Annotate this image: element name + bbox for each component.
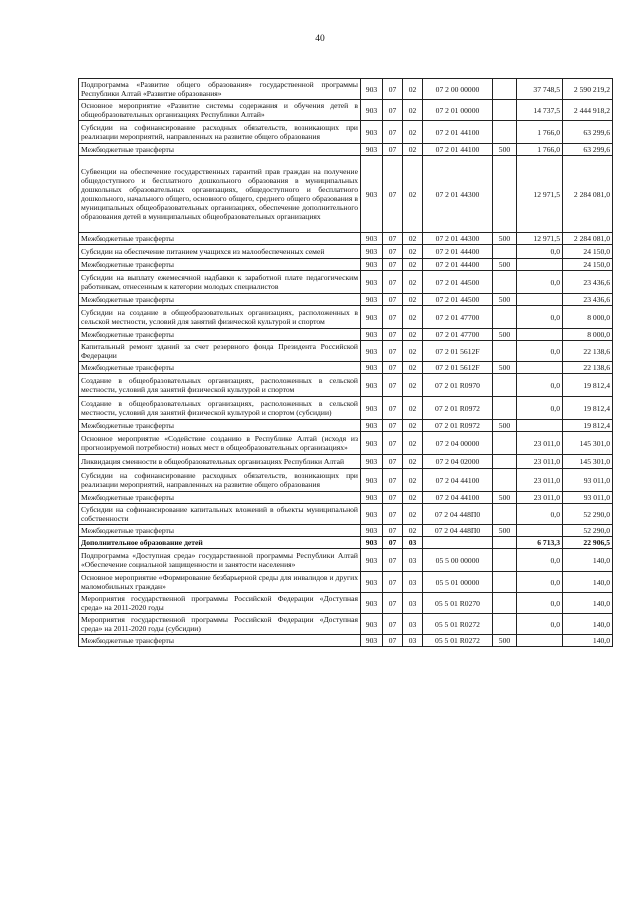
- expense-type-cell: 500: [493, 362, 517, 374]
- expense-type-cell: 500: [493, 144, 517, 156]
- ministry-code-cell: 903: [361, 341, 383, 362]
- ministry-code-cell: 903: [361, 420, 383, 432]
- amount-1-cell: 0,0: [517, 549, 563, 572]
- section-code-cell: 07: [383, 537, 403, 549]
- ministry-code-cell: 903: [361, 294, 383, 306]
- amount-2-cell: 140,0: [563, 572, 613, 593]
- ministry-code-cell: 903: [361, 635, 383, 647]
- amount-1-cell: 23 011,0: [517, 492, 563, 504]
- target-article-cell: 07 2 01 44400: [423, 259, 493, 271]
- ministry-code-cell: 903: [361, 144, 383, 156]
- row-name-cell: Межбюджетные трансферты: [79, 635, 361, 647]
- target-article-cell: 07 2 04 44100: [423, 492, 493, 504]
- subsection-code-cell: 03: [403, 537, 423, 549]
- subsection-code-cell: 03: [403, 635, 423, 647]
- section-code-cell: 07: [383, 504, 403, 525]
- expense-type-cell: [493, 504, 517, 525]
- section-code-cell: 07: [383, 572, 403, 593]
- expense-type-cell: [493, 614, 517, 635]
- table-row: [79, 341, 613, 362]
- subsection-code-cell: 02: [403, 329, 423, 341]
- expense-type-cell: [493, 593, 517, 614]
- subsection-code-cell: 02: [403, 156, 423, 233]
- amount-2-cell: 52 290,0: [563, 525, 613, 537]
- target-article-cell: 07 2 04 448П0: [423, 504, 493, 525]
- row-name-cell: Межбюджетные трансферты: [79, 294, 361, 306]
- amount-1-cell: 1 766,0: [517, 144, 563, 156]
- amount-1-cell: 14 737,5: [517, 100, 563, 121]
- section-code-cell: 07: [383, 341, 403, 362]
- amount-1-cell: [517, 525, 563, 537]
- amount-2-cell: 2 444 918,2: [563, 100, 613, 121]
- expense-type-cell: [493, 341, 517, 362]
- amount-1-cell: 0,0: [517, 341, 563, 362]
- amount-2-cell: 140,0: [563, 549, 613, 572]
- expense-type-cell: 500: [493, 233, 517, 245]
- section-code-cell: 07: [383, 259, 403, 271]
- subsection-code-cell: 02: [403, 492, 423, 504]
- ministry-code-cell: 903: [361, 492, 383, 504]
- amount-2-cell: 145 301,0: [563, 432, 613, 455]
- amount-2-cell: 23 436,6: [563, 294, 613, 306]
- row-name-cell: Основное мероприятие «Формирование безбарьерной среды для инвалидов и других маломобильных граждан»: [79, 572, 361, 593]
- ministry-code-cell: 903: [361, 306, 383, 329]
- ministry-code-cell: 903: [361, 469, 383, 492]
- table-row: [79, 374, 613, 397]
- expense-type-cell: 500: [493, 294, 517, 306]
- subsection-code-cell: 02: [403, 525, 423, 537]
- amount-1-cell: 23 011,0: [517, 469, 563, 492]
- amount-2-cell: 93 011,0: [563, 492, 613, 504]
- amount-1-cell: 12 971,5: [517, 156, 563, 233]
- target-article-cell: 07 2 01 00000: [423, 100, 493, 121]
- amount-1-cell: 6 713,3: [517, 537, 563, 549]
- table-row: [79, 121, 613, 144]
- target-article-cell: 07 2 01 44300: [423, 156, 493, 233]
- ministry-code-cell: 903: [361, 271, 383, 294]
- section-code-cell: 07: [383, 79, 403, 100]
- ministry-code-cell: 903: [361, 593, 383, 614]
- ministry-code-cell: 903: [361, 549, 383, 572]
- subsection-code-cell: 02: [403, 455, 423, 469]
- table-row: [79, 259, 613, 271]
- ministry-code-cell: 903: [361, 525, 383, 537]
- subsection-code-cell: 02: [403, 374, 423, 397]
- subsection-code-cell: 02: [403, 420, 423, 432]
- expense-type-cell: [493, 100, 517, 121]
- table-row: [79, 504, 613, 525]
- target-article-cell: 05 5 01 R0272: [423, 635, 493, 647]
- amount-1-cell: 0,0: [517, 271, 563, 294]
- amount-1-cell: 23 011,0: [517, 432, 563, 455]
- section-code-cell: 07: [383, 469, 403, 492]
- target-article-cell: 07 2 01 44400: [423, 245, 493, 259]
- ministry-code-cell: 903: [361, 432, 383, 455]
- expense-type-cell: [493, 156, 517, 233]
- table-row: [79, 593, 613, 614]
- target-article-cell: 07 2 04 02000: [423, 455, 493, 469]
- table-row: [79, 525, 613, 537]
- amount-2-cell: 63 299,6: [563, 121, 613, 144]
- amount-2-cell: 145 301,0: [563, 455, 613, 469]
- row-name-cell: Межбюджетные трансферты: [79, 492, 361, 504]
- subsection-code-cell: 02: [403, 469, 423, 492]
- section-code-cell: 07: [383, 455, 403, 469]
- ministry-code-cell: 903: [361, 121, 383, 144]
- table-row: [79, 144, 613, 156]
- expense-type-cell: [493, 455, 517, 469]
- target-article-cell: [423, 537, 493, 549]
- subsection-code-cell: 03: [403, 572, 423, 593]
- table-row: [79, 432, 613, 455]
- section-code-cell: 07: [383, 121, 403, 144]
- ministry-code-cell: 903: [361, 537, 383, 549]
- ministry-code-cell: 903: [361, 233, 383, 245]
- table-row: [79, 362, 613, 374]
- subsection-code-cell: 02: [403, 294, 423, 306]
- table-row: [79, 635, 613, 647]
- expense-type-cell: [493, 121, 517, 144]
- table-body: [79, 79, 613, 647]
- amount-2-cell: 2 284 081,0: [563, 233, 613, 245]
- ministry-code-cell: 903: [361, 504, 383, 525]
- target-article-cell: 07 2 04 448П0: [423, 525, 493, 537]
- target-article-cell: 07 2 01 44100: [423, 144, 493, 156]
- expense-type-cell: 500: [493, 259, 517, 271]
- ministry-code-cell: 903: [361, 362, 383, 374]
- expense-type-cell: [493, 432, 517, 455]
- expense-type-cell: 500: [493, 525, 517, 537]
- target-article-cell: 05 5 01 00000: [423, 572, 493, 593]
- amount-2-cell: 19 812,4: [563, 420, 613, 432]
- amount-1-cell: [517, 329, 563, 341]
- table-row: [79, 397, 613, 420]
- subsection-code-cell: 02: [403, 362, 423, 374]
- amount-2-cell: 8 000,0: [563, 329, 613, 341]
- section-code-cell: 07: [383, 549, 403, 572]
- table-row: [79, 537, 613, 549]
- ministry-code-cell: 903: [361, 572, 383, 593]
- subsection-code-cell: 02: [403, 306, 423, 329]
- section-code-cell: 07: [383, 100, 403, 121]
- expense-type-cell: [493, 271, 517, 294]
- amount-2-cell: 140,0: [563, 593, 613, 614]
- table-row: [79, 294, 613, 306]
- amount-2-cell: 22 906,5: [563, 537, 613, 549]
- amount-1-cell: [517, 259, 563, 271]
- expense-type-cell: 500: [493, 329, 517, 341]
- amount-2-cell: 22 138,6: [563, 341, 613, 362]
- subsection-code-cell: 02: [403, 245, 423, 259]
- target-article-cell: 07 2 04 44100: [423, 469, 493, 492]
- row-name-cell: Капитальный ремонт зданий за счет резервного фонда Президента Российской Федерации: [79, 341, 361, 362]
- ministry-code-cell: 903: [361, 100, 383, 121]
- row-name-cell: Межбюджетные трансферты: [79, 362, 361, 374]
- subsection-code-cell: 02: [403, 504, 423, 525]
- page-number: 40: [315, 34, 325, 44]
- row-name-cell: Субсидии на софинансирование капитальных вложений в объекты муниципальной собственности: [79, 504, 361, 525]
- subsection-code-cell: 03: [403, 614, 423, 635]
- amount-2-cell: 19 812,4: [563, 374, 613, 397]
- section-code-cell: 07: [383, 245, 403, 259]
- expense-type-cell: [493, 469, 517, 492]
- amount-2-cell: 93 011,0: [563, 469, 613, 492]
- amount-2-cell: 22 138,6: [563, 362, 613, 374]
- row-name-cell: Субсидии на обеспечение питанием учащихся из малообеспеченных семей: [79, 245, 361, 259]
- section-code-cell: 07: [383, 593, 403, 614]
- amount-1-cell: [517, 635, 563, 647]
- amount-1-cell: 0,0: [517, 374, 563, 397]
- row-name-cell: Дополнительное образование детей: [79, 537, 361, 549]
- table-row: [79, 233, 613, 245]
- amount-1-cell: 0,0: [517, 306, 563, 329]
- row-name-cell: Субсидии на выплату ежемесячной надбавки к заработной плате педагогическим работникам, отнесенным к категории молодых специалистов: [79, 271, 361, 294]
- row-name-cell: Субсидии на софинансирование расходных обязательств, возникающих при реализации мероприятий, направленных на развитие общего образования: [79, 469, 361, 492]
- section-code-cell: 07: [383, 271, 403, 294]
- target-article-cell: 07 2 01 5612F: [423, 362, 493, 374]
- table-row: [79, 614, 613, 635]
- section-code-cell: 07: [383, 432, 403, 455]
- expense-type-cell: [493, 374, 517, 397]
- section-code-cell: 07: [383, 492, 403, 504]
- ministry-code-cell: 903: [361, 156, 383, 233]
- amount-1-cell: 23 011,0: [517, 455, 563, 469]
- subsection-code-cell: 02: [403, 121, 423, 144]
- table-row: [79, 549, 613, 572]
- expense-type-cell: [493, 549, 517, 572]
- row-name-cell: Субвенции на обеспечение государственных гарантий прав граждан на получение общедоступного и бесплатного дошкольного образования в муниципальных дошкольных образовательных организациях, общедоступного и бесплатного дошкольного, начального общего, основного общего, среднего общего образования в муниципальных общеобразовательных организациях, обеспечение дополнительного образования детей в муниципальных общеобразовательных организациях: [79, 156, 361, 233]
- amount-1-cell: 0,0: [517, 245, 563, 259]
- section-code-cell: 07: [383, 329, 403, 341]
- subsection-code-cell: 02: [403, 233, 423, 245]
- amount-1-cell: 0,0: [517, 397, 563, 420]
- ministry-code-cell: 903: [361, 614, 383, 635]
- row-name-cell: Межбюджетные трансферты: [79, 329, 361, 341]
- row-name-cell: Межбюджетные трансферты: [79, 233, 361, 245]
- section-code-cell: 07: [383, 420, 403, 432]
- target-article-cell: 07 2 01 44300: [423, 233, 493, 245]
- ministry-code-cell: 903: [361, 455, 383, 469]
- amount-1-cell: 1 766,0: [517, 121, 563, 144]
- row-name-cell: Основное мероприятие «Содействие созданию в Республике Алтай (исходя из прогнозируемой потребности) новых мест в общеобразовательных организациях»: [79, 432, 361, 455]
- table-row: [79, 100, 613, 121]
- expense-type-cell: 500: [493, 420, 517, 432]
- target-article-cell: 07 2 01 R0972: [423, 420, 493, 432]
- row-name-cell: Основное мероприятие «Развитие системы содержания и обучения детей в общеобразовательных организациях Республики Алтай»: [79, 100, 361, 121]
- table-row: [79, 492, 613, 504]
- row-name-cell: Субсидии на софинансирование расходных обязательств, возникающих при реализации мероприятий, направленных на развитие общего образования: [79, 121, 361, 144]
- amount-1-cell: [517, 362, 563, 374]
- amount-1-cell: 12 971,5: [517, 233, 563, 245]
- target-article-cell: 07 2 00 00000: [423, 79, 493, 100]
- target-article-cell: 05 5 01 R0270: [423, 593, 493, 614]
- subsection-code-cell: 03: [403, 549, 423, 572]
- section-code-cell: 07: [383, 156, 403, 233]
- expense-type-cell: [493, 245, 517, 259]
- target-article-cell: 07 2 01 44500: [423, 271, 493, 294]
- section-code-cell: 07: [383, 397, 403, 420]
- table-row: [79, 271, 613, 294]
- ministry-code-cell: 903: [361, 259, 383, 271]
- row-name-cell: Создание в общеобразовательных организациях, расположенных в сельской местности, условий для занятий физической культурой и спортом: [79, 374, 361, 397]
- table-row: [79, 455, 613, 469]
- expense-type-cell: [493, 537, 517, 549]
- section-code-cell: 07: [383, 374, 403, 397]
- expense-type-cell: [493, 397, 517, 420]
- subsection-code-cell: 02: [403, 100, 423, 121]
- amount-2-cell: 63 299,6: [563, 144, 613, 156]
- table-row: [79, 572, 613, 593]
- amount-2-cell: 140,0: [563, 635, 613, 647]
- row-name-cell: Субсидии на создание в общеобразовательных организациях, расположенных в сельской местности, условий для занятий физической культурой и спортом: [79, 306, 361, 329]
- amount-2-cell: 19 812,4: [563, 397, 613, 420]
- amount-1-cell: 0,0: [517, 614, 563, 635]
- amount-1-cell: [517, 420, 563, 432]
- row-name-cell: Межбюджетные трансферты: [79, 525, 361, 537]
- subsection-code-cell: 02: [403, 271, 423, 294]
- table-row: [79, 306, 613, 329]
- row-name-cell: Создание в общеобразовательных организациях, расположенных в сельской местности, условий для занятий физической культурой и спортом (субсидии): [79, 397, 361, 420]
- amount-1-cell: [517, 294, 563, 306]
- amount-2-cell: 2 590 219,2: [563, 79, 613, 100]
- section-code-cell: 07: [383, 525, 403, 537]
- subsection-code-cell: 02: [403, 144, 423, 156]
- subsection-code-cell: 03: [403, 593, 423, 614]
- target-article-cell: 07 2 01 5612F: [423, 341, 493, 362]
- section-code-cell: 07: [383, 635, 403, 647]
- table-row: [79, 156, 613, 233]
- table-row: [79, 420, 613, 432]
- section-code-cell: 07: [383, 306, 403, 329]
- target-article-cell: 07 2 01 R0972: [423, 397, 493, 420]
- ministry-code-cell: 903: [361, 329, 383, 341]
- target-article-cell: 07 2 01 44500: [423, 294, 493, 306]
- expense-type-cell: 500: [493, 492, 517, 504]
- amount-1-cell: 37 748,5: [517, 79, 563, 100]
- table-row: [79, 469, 613, 492]
- target-article-cell: 07 2 04 00000: [423, 432, 493, 455]
- amount-1-cell: 0,0: [517, 504, 563, 525]
- target-article-cell: 05 5 01 R0272: [423, 614, 493, 635]
- row-name-cell: Ликвидация сменности в общеобразовательных организациях Республики Алтай: [79, 455, 361, 469]
- budget-table: [78, 78, 613, 647]
- amount-2-cell: 8 000,0: [563, 306, 613, 329]
- table-row: [79, 245, 613, 259]
- subsection-code-cell: 02: [403, 79, 423, 100]
- amount-2-cell: 23 436,6: [563, 271, 613, 294]
- ministry-code-cell: 903: [361, 245, 383, 259]
- row-name-cell: Мероприятия государственной программы Российской Федерации «Доступная среда» на 2011-2020 годы (субсидии): [79, 614, 361, 635]
- section-code-cell: 07: [383, 144, 403, 156]
- expense-type-cell: [493, 572, 517, 593]
- subsection-code-cell: 02: [403, 432, 423, 455]
- expense-type-cell: [493, 306, 517, 329]
- ministry-code-cell: 903: [361, 374, 383, 397]
- amount-2-cell: 24 150,0: [563, 245, 613, 259]
- row-name-cell: Подпрограмма «Развитие общего образования» государственной программы Республики Алтай «Развитие образования»: [79, 79, 361, 100]
- target-article-cell: 05 5 00 00000: [423, 549, 493, 572]
- ministry-code-cell: 903: [361, 397, 383, 420]
- target-article-cell: 07 2 01 47700: [423, 306, 493, 329]
- row-name-cell: Межбюджетные трансферты: [79, 144, 361, 156]
- section-code-cell: 07: [383, 614, 403, 635]
- section-code-cell: 07: [383, 294, 403, 306]
- target-article-cell: 07 2 01 44100: [423, 121, 493, 144]
- ministry-code-cell: 903: [361, 79, 383, 100]
- table-row: [79, 329, 613, 341]
- amount-2-cell: 24 150,0: [563, 259, 613, 271]
- section-code-cell: 07: [383, 362, 403, 374]
- amount-2-cell: 2 284 081,0: [563, 156, 613, 233]
- subsection-code-cell: 02: [403, 259, 423, 271]
- amount-1-cell: 0,0: [517, 593, 563, 614]
- row-name-cell: Межбюджетные трансферты: [79, 420, 361, 432]
- expense-type-cell: [493, 79, 517, 100]
- target-article-cell: 07 2 01 R0970: [423, 374, 493, 397]
- subsection-code-cell: 02: [403, 397, 423, 420]
- row-name-cell: Мероприятия государственной программы Российской Федерации «Доступная среда» на 2011-2020 годы: [79, 593, 361, 614]
- amount-1-cell: 0,0: [517, 572, 563, 593]
- amount-2-cell: 52 290,0: [563, 504, 613, 525]
- table-row: [79, 79, 613, 100]
- section-code-cell: 07: [383, 233, 403, 245]
- amount-2-cell: 140,0: [563, 614, 613, 635]
- row-name-cell: Подпрограмма «Доступная среда» государственной программы Республики Алтай «Обеспечение социальной защищенности и занятости населения»: [79, 549, 361, 572]
- target-article-cell: 07 2 01 47700: [423, 329, 493, 341]
- expense-type-cell: 500: [493, 635, 517, 647]
- subsection-code-cell: 02: [403, 341, 423, 362]
- row-name-cell: Межбюджетные трансферты: [79, 259, 361, 271]
